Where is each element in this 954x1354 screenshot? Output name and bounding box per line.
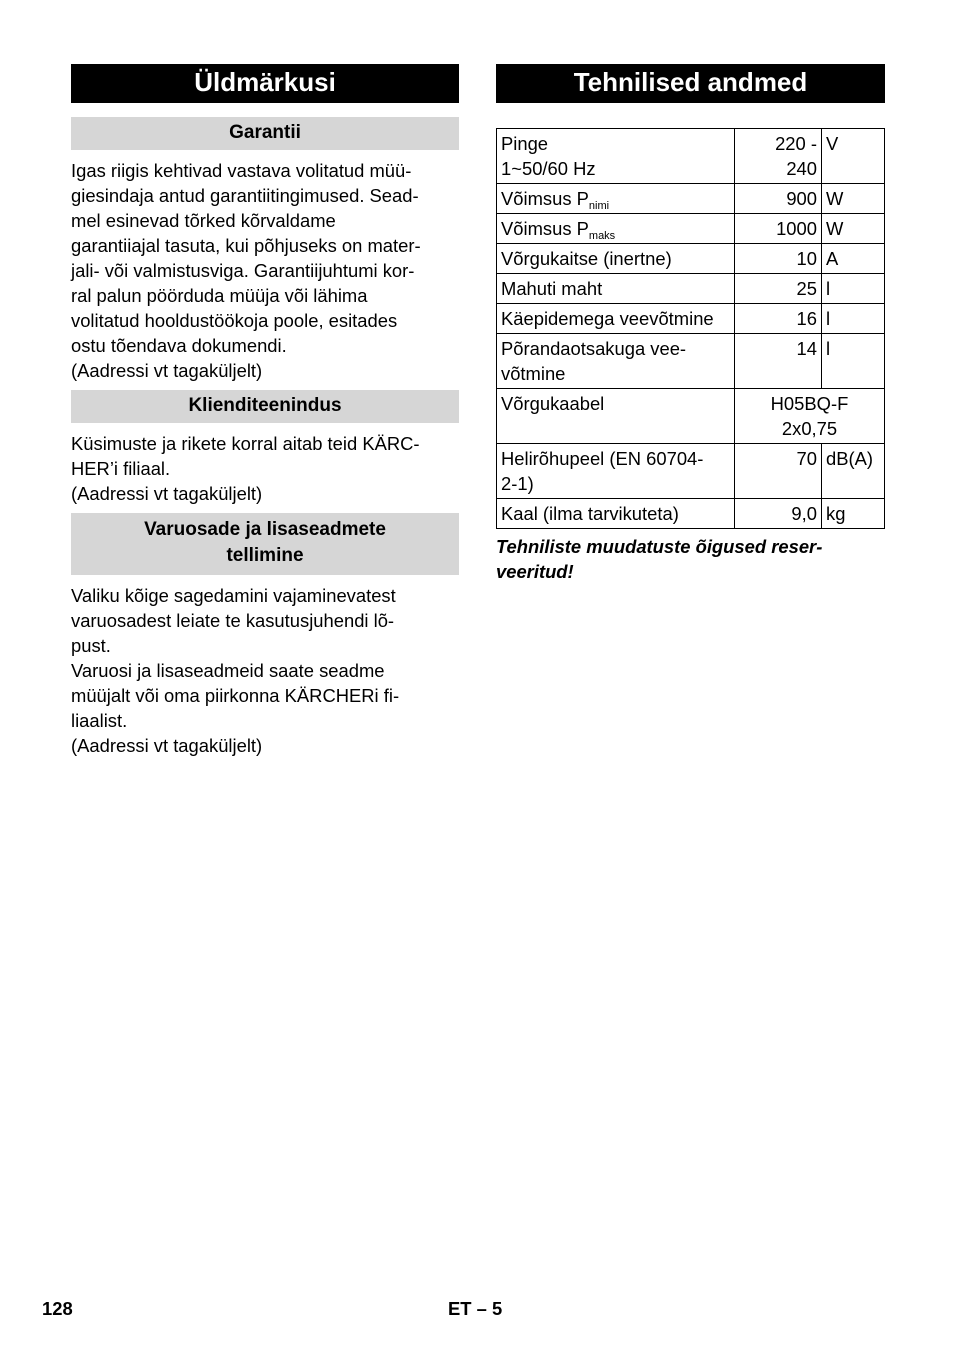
spec-name-subscript: nimi: [588, 200, 610, 212]
table-row: [497, 214, 885, 244]
spec-unit: V: [822, 129, 885, 184]
table-row: [497, 274, 885, 304]
spec-name: Käepidemega veevõtmine: [497, 304, 735, 334]
technical-data-heading: Tehnilised andmed: [496, 64, 885, 103]
spec-name: Võrgukaitse (inertne): [497, 244, 735, 274]
customer-service-section: [71, 390, 459, 506]
table-row: [497, 304, 885, 334]
rights-reserved-note: Tehniliste muudatuste õigused reser- veeritud!: [496, 536, 823, 582]
spec-name-text: Võimsus P: [501, 188, 589, 209]
general-notes-heading: Üldmärkusi: [71, 64, 459, 103]
table-row: [497, 389, 885, 444]
spec-name: Põrandaotsakuga vee- võtmine: [497, 334, 735, 389]
page-number: 128: [42, 1298, 73, 1319]
spec-value: H05BQ-F 2x0,75: [735, 389, 885, 444]
spare-parts-text: Valiku kõige sagedamini vajaminevatest varuosadest leiate te kasutusjuhendi lõ- pust. Varuosi ja lisaseadmeid saate seadme müüjalt või oma piirkonna KÄRCHERi fi- liaalist. (Aadressi vt tagaküljelt): [71, 585, 400, 756]
spec-unit: l: [822, 274, 885, 304]
table-row: [497, 334, 885, 389]
spec-name: Kaal (ilma tarvikuteta): [497, 499, 735, 529]
spec-name: Helirõhupeel (EN 60704- 2-1): [497, 444, 735, 499]
spare-parts-section: [71, 513, 459, 758]
spec-unit: l: [822, 334, 885, 389]
spec-value: 25: [735, 274, 822, 304]
spec-name: [497, 184, 735, 214]
table-row: [497, 129, 885, 184]
spare-parts-title: Varuosade ja lisaseadmete tellimine: [71, 513, 459, 575]
spec-name-subscript: maks: [588, 230, 616, 242]
spec-value: 900: [735, 184, 822, 214]
customer-service-title: Klienditeenindus: [71, 390, 459, 423]
table-row: [497, 444, 885, 499]
section-code: ET – 5: [448, 1298, 503, 1319]
spec-value: 220 - 240: [735, 129, 822, 184]
spec-unit: kg: [822, 499, 885, 529]
customer-service-text: Küsimuste ja rikete korral aitab teid KÄRC- HER’i filiaal. (Aadressi vt tagaküljelt): [71, 433, 420, 504]
spec-unit: dB(A): [822, 444, 885, 499]
spec-value: 70: [735, 444, 822, 499]
spec-name: [497, 214, 735, 244]
technical-data-table: [496, 128, 885, 529]
spec-unit: W: [822, 214, 885, 244]
spec-unit: A: [822, 244, 885, 274]
spec-value: 14: [735, 334, 822, 389]
table-row: [497, 184, 885, 214]
table-row: [497, 499, 885, 529]
technical-data-column: [496, 64, 885, 584]
table-row: [497, 244, 885, 274]
warranty-text: Igas riigis kehtivad vastava volitatud müü- giesindaja antud garantiitingimused. Sead- mel esinevad tõrked kõrvaldame garantiiajal tasuta, kui põhjuseks on mater- jali- või valmistusviga. Garantiijuhtumi kor- ral palun pöörduda müüja või lähima volitatud hooldustöökoja poole, esitades ostu tõendava dokumendi. (Aadressi vt tagaküljelt): [71, 160, 421, 381]
warranty-section: [71, 117, 459, 383]
spec-name: Pinge 1~50/60 Hz: [497, 129, 735, 184]
warranty-title: Garantii: [71, 117, 459, 150]
spec-unit: W: [822, 184, 885, 214]
spec-value: 16: [735, 304, 822, 334]
spec-name: Mahuti maht: [497, 274, 735, 304]
spec-unit: l: [822, 304, 885, 334]
spec-name: Võrgukaabel: [497, 389, 735, 444]
spec-name-text: Võimsus P: [501, 218, 589, 239]
spec-value: 9,0: [735, 499, 822, 529]
spec-value: 1000: [735, 214, 822, 244]
spec-value: 10: [735, 244, 822, 274]
general-notes-column: [71, 64, 459, 758]
